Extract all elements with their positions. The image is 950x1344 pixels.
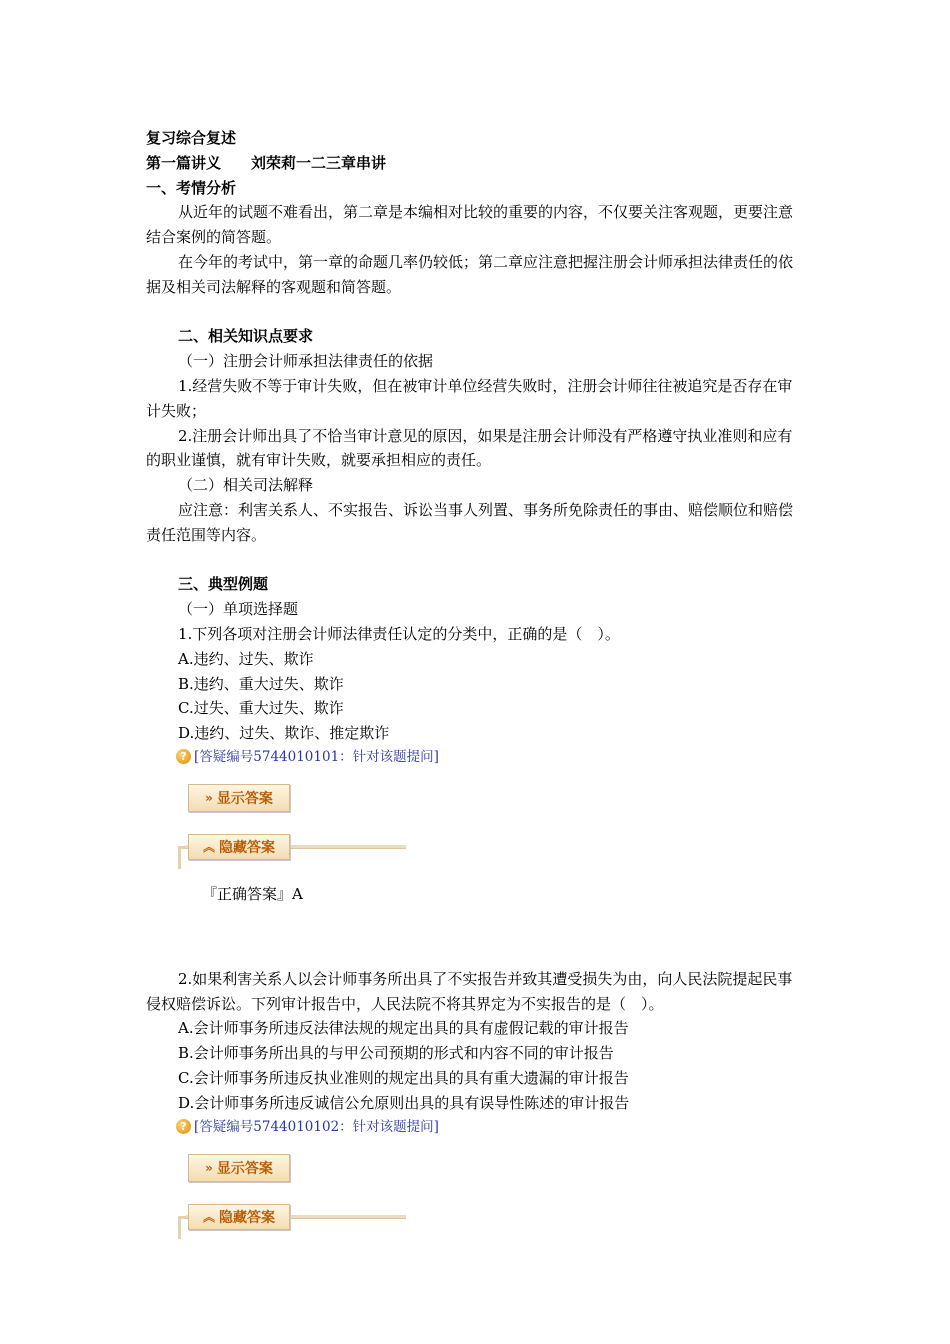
- question-2-option-b: B.会计师事务所出具的与甲公司预期的形式和内容不同的审计报告: [178, 1044, 614, 1063]
- show-answer-label-1: 显示答案: [216, 790, 273, 807]
- question-1-ask-text[interactable]: [答疑编号5744010101：针对该题提问]: [194, 748, 439, 765]
- double-chevron-up-icon: ︽: [202, 1210, 215, 1224]
- question-1-answer: 『正确答案』A: [202, 884, 303, 903]
- section3-heading: 三、典型例题: [178, 575, 269, 594]
- section1-heading: 一、考情分析: [146, 178, 237, 197]
- question-2-option-a: A.会计师事务所违反法律法规的规定出具的具有虚假记载的审计报告: [178, 1019, 629, 1038]
- hide-answer-label-2: 隐藏答案: [219, 1209, 275, 1226]
- doc-subtitle: 第一篇讲义 刘荣莉一二三章串讲: [146, 153, 387, 172]
- question-2-option-d: D.会计师事务所违反诚信公允原则出具的具有误导性陈述的审计报告: [178, 1093, 630, 1112]
- document-body: [146, 126, 801, 1234]
- question-1-stem: 1.下列各项对注册会计师法律责任认定的分类中，正确的是（ ）。: [178, 624, 620, 643]
- section2-item-2: 2.注册会计师出具了不恰当审计意见的原因，如果是注册会计师没有严格遵守执业准则和应有的职业谨慎，就有审计失败，就要承担相应的责任。: [146, 426, 793, 470]
- hide-answer-button-1[interactable]: [188, 834, 290, 860]
- question-2-ask-text[interactable]: [答疑编号5744010102：针对该题提问]: [194, 1118, 439, 1135]
- doc-title: 复习综合复述: [146, 129, 237, 147]
- question-1-option-b: B.违约、重大过失、欺诈: [178, 674, 344, 693]
- question-2-stem: 2.如果利害关系人以会计师事务所出具了不实报告并致其遭受损失为由，向人民法院提起民事侵权赔偿诉讼。下列审计报告中，人民法院不将其界定为不实报告的是（ ）。: [146, 969, 793, 1013]
- question-mark-icon: ?: [176, 749, 191, 764]
- double-chevron-right-icon: »: [205, 1160, 213, 1175]
- show-answer-label-2: 显示答案: [216, 1160, 273, 1177]
- section2-paragraph: 应注意：利害关系人、不实报告、诉讼当事人列置、事务所免除责任的事由、赔偿顺位和赔偿责任范围等内容。: [146, 500, 794, 544]
- question-1-option-d: D.违约、过失、欺诈、推定欺诈: [178, 724, 390, 743]
- section2-heading: 二、相关知识点要求: [178, 327, 314, 346]
- section2-item-1: 1.经营失败不等于审计失败，但在被审计单位经营失败时，注册会计师往往被追究是否存在审计失败；: [146, 376, 793, 420]
- question-1-ask-link[interactable]: [146, 746, 801, 768]
- section2-sub1: （一）注册会计师承担法律责任的依据: [178, 352, 434, 371]
- double-chevron-up-icon: ︽: [202, 840, 215, 855]
- hide-answer-label-1: 隐藏答案: [219, 839, 275, 856]
- show-answer-button-1[interactable]: [188, 784, 290, 812]
- section3-sub1: （一）单项选择题: [178, 600, 299, 619]
- section2-sub2: （二）相关司法解释: [178, 476, 314, 495]
- question-2-ask-link[interactable]: [146, 1116, 801, 1138]
- question-1-option-c: C.过失、重大过失、欺诈: [178, 699, 344, 718]
- question-1-option-a: A.违约、过失、欺诈: [178, 649, 314, 668]
- question-mark-icon: ?: [176, 1119, 191, 1134]
- section1-paragraph-2: 在今年的考试中，第一章的命题几率仍较低；第二章应注意把握注册会计师承担法律责任的依据及相关司法解释的客观题和简答题。: [146, 252, 794, 296]
- question-2-option-c: C.会计师事务所违反执业准则的规定出具的具有重大遗漏的审计报告: [178, 1068, 629, 1087]
- double-chevron-right-icon: »: [205, 790, 213, 805]
- hide-answer-button-2[interactable]: [188, 1204, 290, 1230]
- section1-paragraph-1: 从近年的试题不难看出，第二章是本编相对比较的重要的内容，不仅要关注客观题，更要注意结合案例的简答题。: [146, 203, 794, 247]
- show-answer-button-2[interactable]: [188, 1154, 290, 1182]
